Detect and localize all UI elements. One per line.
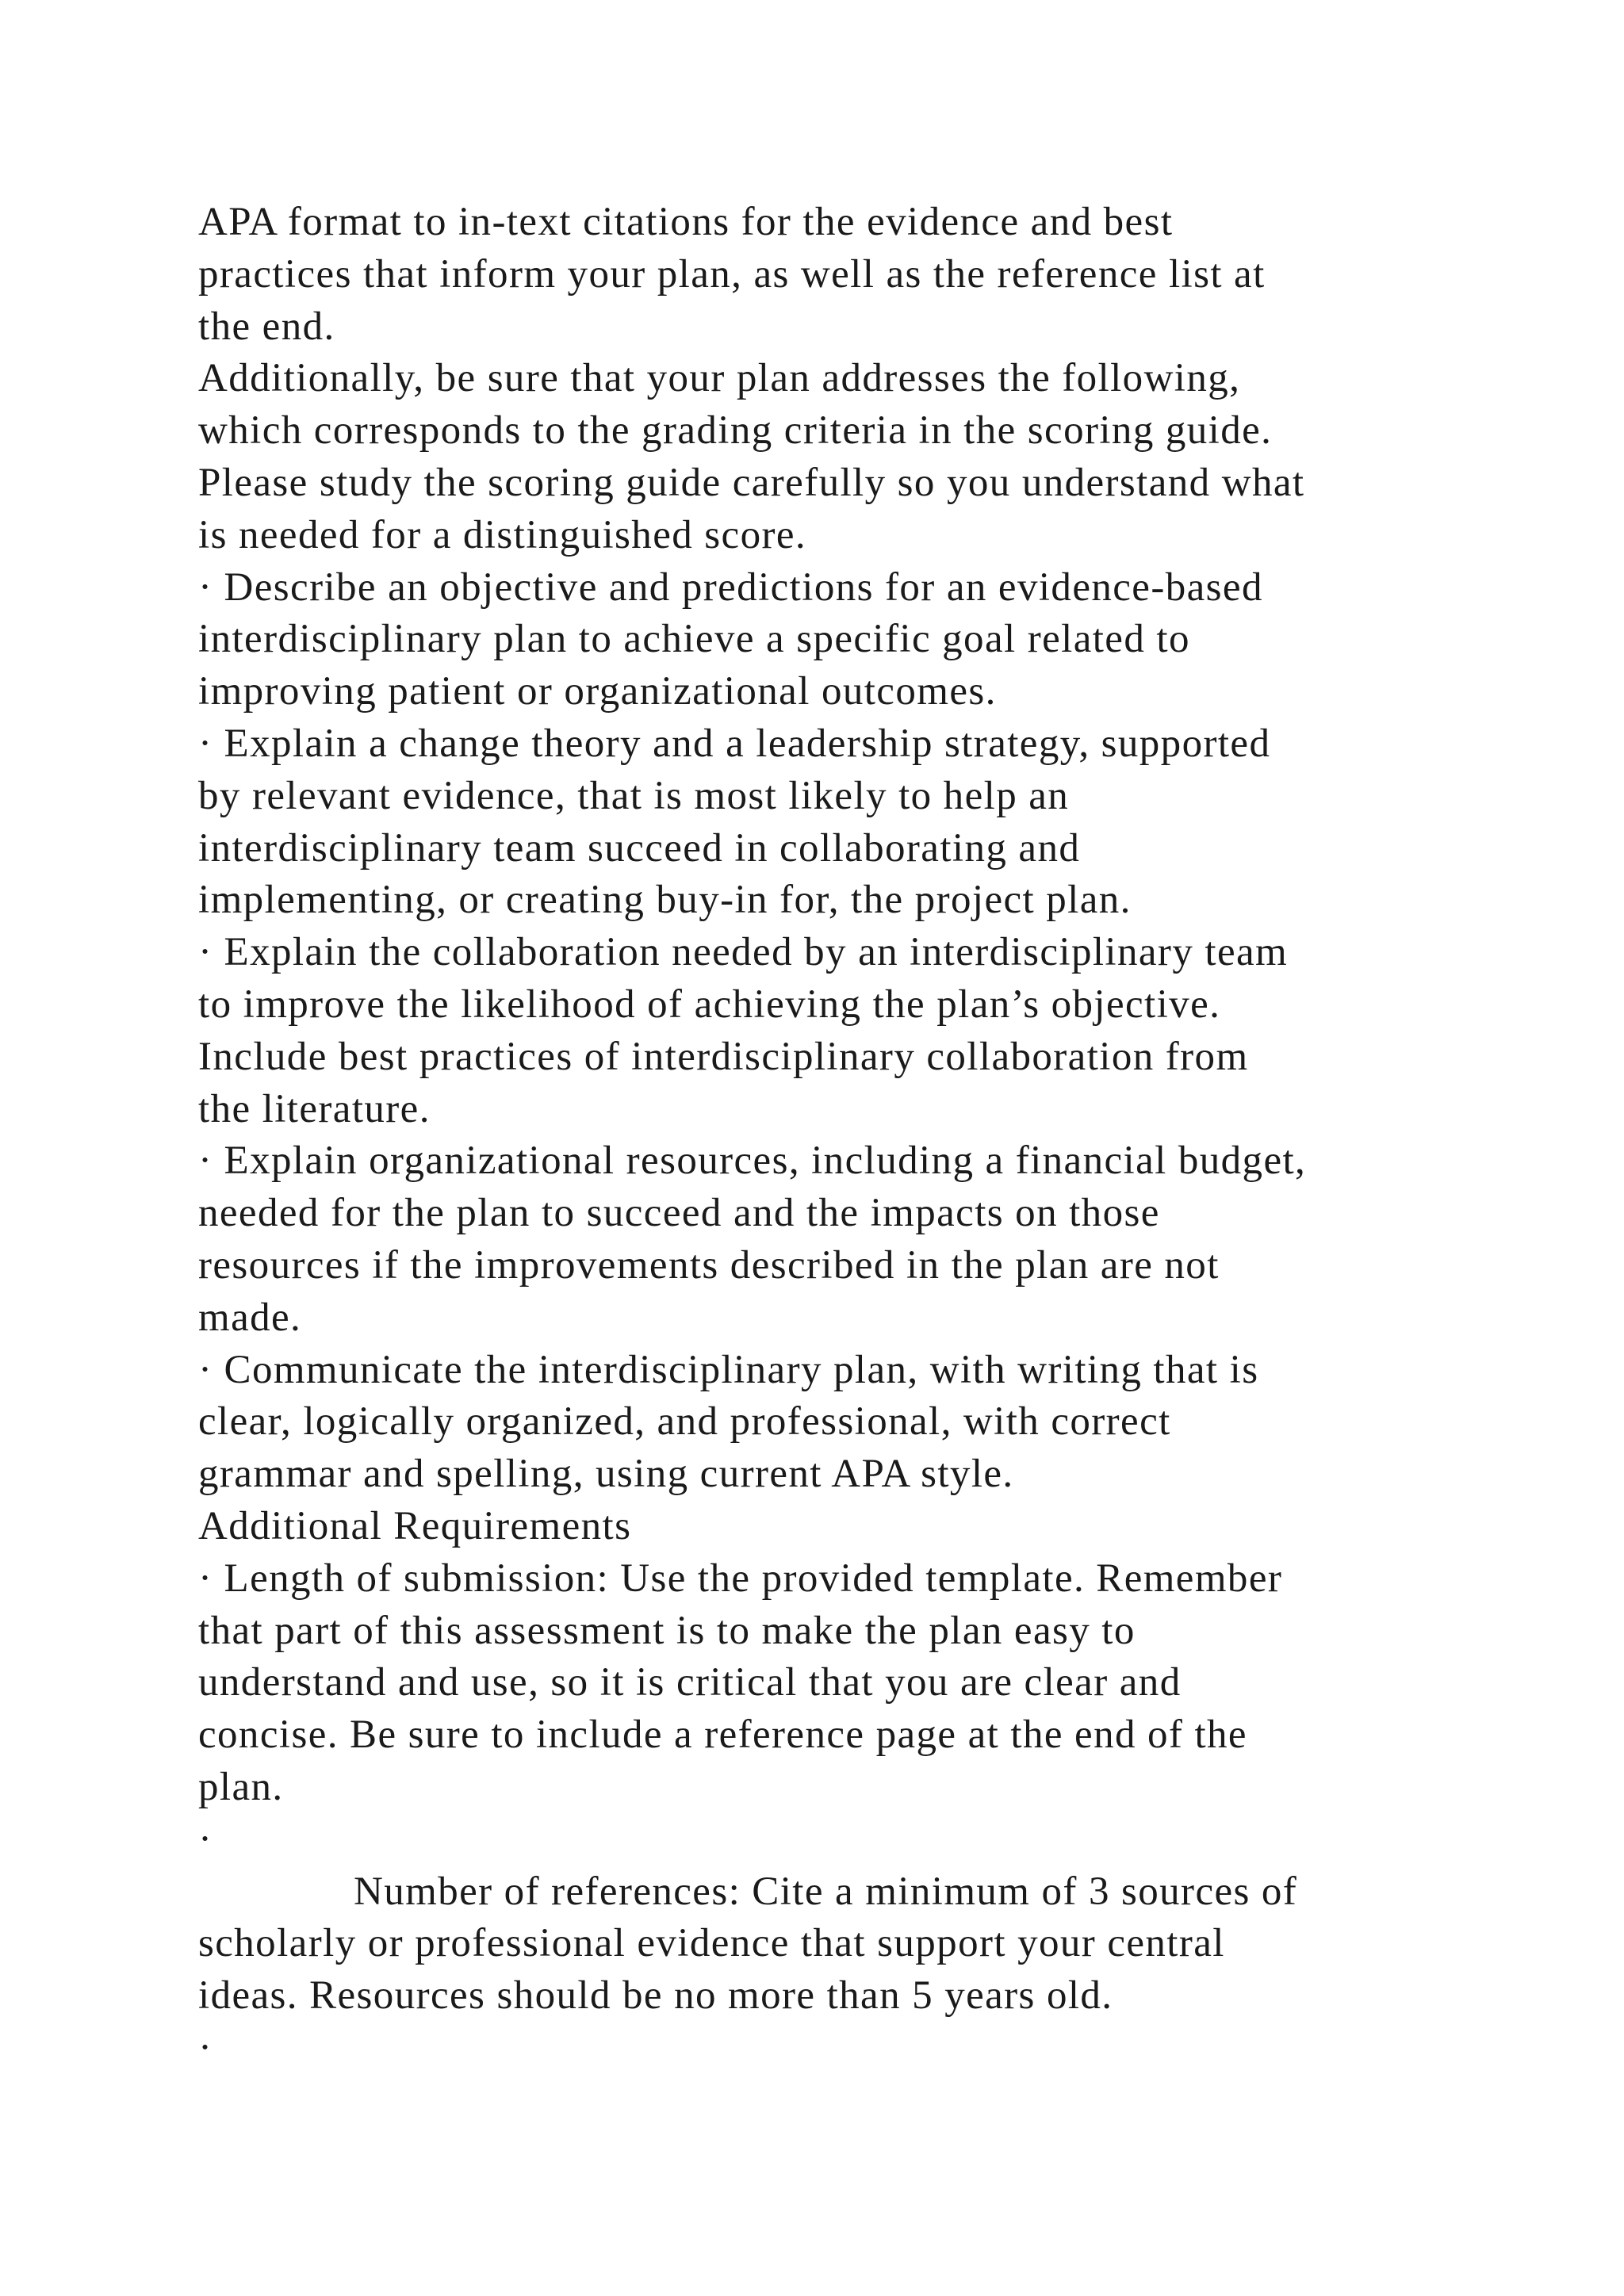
text-line: which corresponds to the grading criteria in the scoring guide. (198, 408, 1273, 453)
text-line: implementing, or creating buy-in for, the project plan. (198, 878, 1132, 923)
text-line: ideas. Resources should be no more than 5 years old. (198, 1973, 1113, 2019)
bullet-line: · Describe an objective and predictions for an evidence-based (198, 564, 1263, 610)
text-line: to improve the likelihood of achieving the plan’s objective. (198, 982, 1221, 1027)
bullet-line: · Explain a change theory and a leadership strategy, supported (198, 721, 1271, 766)
text-line: Number of references: Cite a minimum of 3 sources of (354, 1869, 1298, 1914)
text-line: understand and use, so it is critical that you are clear and (198, 1660, 1182, 1705)
text-line: practices that inform your plan, as well as the reference list at (198, 251, 1266, 297)
text-line: grammar and spelling, using current APA style. (198, 1452, 1014, 1497)
text-line: the literature. (198, 1086, 431, 1131)
text-line: the end. (198, 304, 335, 349)
text-line: plan. (198, 1764, 284, 1809)
bullet-marker: · (198, 2025, 213, 2070)
bullet-line: · Length of submission: Use the provided template. Remember (198, 1556, 1283, 1601)
bullet-line: · Explain the collaboration needed by an interdisciplinary team (198, 930, 1289, 975)
bullet-line: · Communicate the interdisciplinary plan, with writing that is (198, 1347, 1259, 1392)
bullet-line: · Explain organizational resources, including a financial budget, (198, 1138, 1307, 1184)
text-line: Include best practices of interdisciplinary collaboration from (198, 1034, 1249, 1079)
text-line: that part of this assessment is to make the plan easy to (198, 1608, 1136, 1653)
text-line: made. (198, 1295, 302, 1340)
text-line: APA format to in-text citations for the evidence and best (198, 200, 1174, 244)
text-line: Additionally, be sure that your plan addresses the following, (198, 356, 1241, 401)
text-line: Please study the scoring guide carefully so you understand what (198, 460, 1305, 505)
text-line: needed for the plan to succeed and the impacts on those (198, 1191, 1160, 1236)
text-line: interdisciplinary team succeed in collaborating and (198, 825, 1081, 871)
bullet-marker: · (198, 1816, 213, 1862)
text-line: by relevant evidence, that is most likely to help an (198, 773, 1070, 818)
text-line: clear, logically organized, and professional, with correct (198, 1399, 1171, 1445)
text-line: interdisciplinary plan to achieve a specific goal related to (198, 617, 1190, 662)
section-heading: Additional Requirements (198, 1503, 632, 1548)
text-line: concise. Be sure to include a reference page at the end of the (198, 1712, 1247, 1758)
document-body (198, 197, 1499, 2075)
text-line: is needed for a distinguished score. (198, 512, 807, 557)
text-line: scholarly or professional evidence that support your central (198, 1921, 1225, 1966)
text-line: resources if the improvements described in the plan are not (198, 1242, 1220, 1288)
text-line: improving patient or organizational outcomes. (198, 669, 997, 714)
indented-line (198, 1866, 1499, 1919)
